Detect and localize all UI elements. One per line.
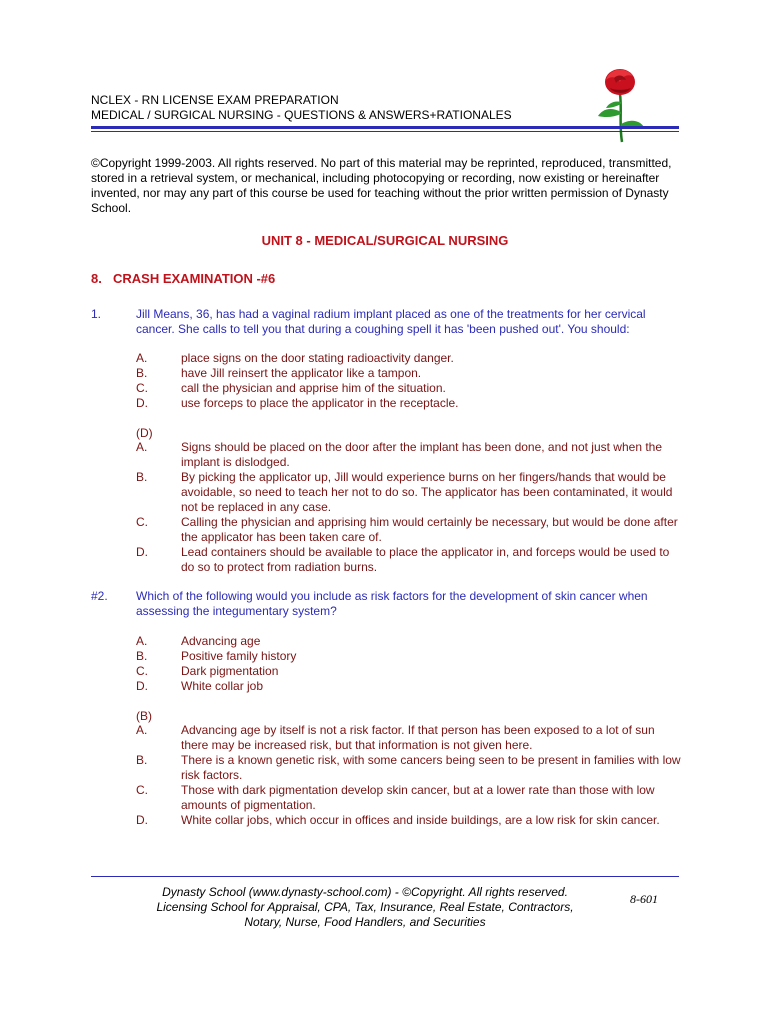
question-text: Which of the following would you include as risk factors for the development of skin cancer when assessing the integumentary system? (136, 589, 648, 618)
footer-line-1: Dynasty School (www.dynasty-school.com) - ©Copyright. All rights reserved. (162, 885, 568, 899)
option-text: Advancing age (181, 634, 261, 648)
header-rule-thick (91, 126, 679, 129)
question-2-rationales (136, 723, 681, 828)
question-number: 1. (91, 307, 102, 321)
copyright-notice: ©Copyright 1999-2003. All rights reserved. No part of this material may be reprinted, reproduced, transmitted, stored in a retrieval system, or mechanical, including photocopying or recording, now existing or hereinafter invented, nor may any part of this course be used for teaching without the prior written permission of Dynasty School. (91, 156, 672, 215)
header-line-2: MEDICAL / SURGICAL NURSING - QUESTIONS & ANSWERS+RATIONALES (91, 108, 512, 122)
rationale-item (136, 783, 681, 813)
option-letter: B. (136, 649, 148, 663)
option-text: use forceps to place the applicator in the receptacle. (181, 396, 459, 410)
option-letter: C. (136, 381, 148, 395)
rationale-letter: D. (136, 545, 148, 559)
rationale-letter: A. (136, 440, 148, 454)
rationale-text: By picking the applicator up, Jill would experience burns on her fingers/hands that would be avoidable, so need to teach her not to do so. The applicator has been contaminated, it would not be replaced in any case. (181, 470, 673, 514)
exam-number: 8. (91, 271, 102, 286)
rationale-letter: A. (136, 723, 148, 737)
option-text: have Jill reinsert the applicator like a tampon. (181, 366, 422, 380)
rationale-text: Lead containers should be available to place the applicator in, and forceps would be used to do so to protect from radiation burns. (181, 545, 670, 574)
unit-title: UNIT 8 - MEDICAL/SURGICAL NURSING (261, 233, 509, 248)
exam-title (91, 271, 275, 286)
question-1-rationales (136, 440, 681, 575)
rationale-letter: B. (136, 753, 148, 767)
document-footer (91, 885, 679, 930)
option-item (136, 649, 681, 664)
footer-rule (91, 876, 679, 877)
option-item (136, 634, 681, 649)
page-number: 8-601 (630, 892, 658, 906)
question-1-options (136, 351, 681, 411)
option-text: place signs on the door stating radioactivity danger. (181, 351, 454, 365)
option-text: White collar job (181, 679, 264, 693)
rationale-text: There is a known genetic risk, with some cancers being seen to be present in families with low risk factors. (181, 753, 681, 782)
rationale-item (136, 545, 681, 575)
question-2-options (136, 634, 681, 694)
option-item (136, 679, 681, 694)
rationale-text: Calling the physician and apprising him would certainly be necessary, but would be done after the applicator has been taken care of. (181, 515, 678, 544)
option-text: Positive family history (181, 649, 297, 663)
rationale-item (136, 723, 681, 753)
rationale-letter: C. (136, 515, 148, 529)
rationale-letter: C. (136, 783, 148, 797)
rationale-letter: D. (136, 813, 148, 827)
option-letter: B. (136, 366, 148, 380)
option-letter: D. (136, 396, 148, 410)
rationale-item (136, 440, 681, 470)
option-item (136, 366, 681, 381)
question-2-answer: (B) (136, 709, 152, 723)
rationale-text: Those with dark pigmentation develop skin cancer, but at a lower rate than those with low amounts of pigmentation. (181, 783, 655, 812)
question-1-answer: (D) (136, 426, 153, 440)
footer-line-3: Notary, Nurse, Food Handlers, and Securities (244, 915, 486, 929)
option-letter: C. (136, 664, 148, 678)
option-item (136, 396, 681, 411)
rationale-text: Signs should be placed on the door after the implant has been done, and not just when the implant is dislodged. (181, 440, 663, 469)
option-letter: A. (136, 351, 148, 365)
rationale-item (136, 813, 681, 828)
option-letter: A. (136, 634, 148, 648)
document-header (91, 93, 512, 123)
footer-line-2: Licensing School for Appraisal, CPA, Tax, Insurance, Real Estate, Contractors, (156, 900, 574, 914)
rationale-text: Advancing age by itself is not a risk factor. If that person has been exposed to a lot of sun there may be increased risk, but that information is not given here. (181, 723, 655, 752)
option-text: call the physician and apprise him of the situation. (181, 381, 446, 395)
rationale-item (136, 753, 681, 783)
exam-title-text: CRASH EXAMINATION -#6 (113, 271, 276, 286)
option-text: Dark pigmentation (181, 664, 279, 678)
rationale-item (136, 470, 681, 515)
question-number: #2. (91, 589, 108, 603)
rationale-text: White collar jobs, which occur in offices and inside buildings, are a low risk for skin cancer. (181, 813, 660, 827)
option-item (136, 381, 681, 396)
rationale-item (136, 515, 681, 545)
question-text: Jill Means, 36, has had a vaginal radium implant placed as one of the treatments for her cervical cancer. She calls to tell you that during a coughing spell it has 'been pushed out'. You should: (136, 307, 646, 336)
header-rule-thin (91, 131, 679, 132)
option-item (136, 664, 681, 679)
rose-icon (576, 64, 668, 144)
header-line-1: NCLEX - RN LICENSE EXAM PREPARATION (91, 93, 339, 107)
option-item (136, 351, 681, 366)
rationale-letter: B. (136, 470, 148, 484)
option-letter: D. (136, 679, 148, 693)
